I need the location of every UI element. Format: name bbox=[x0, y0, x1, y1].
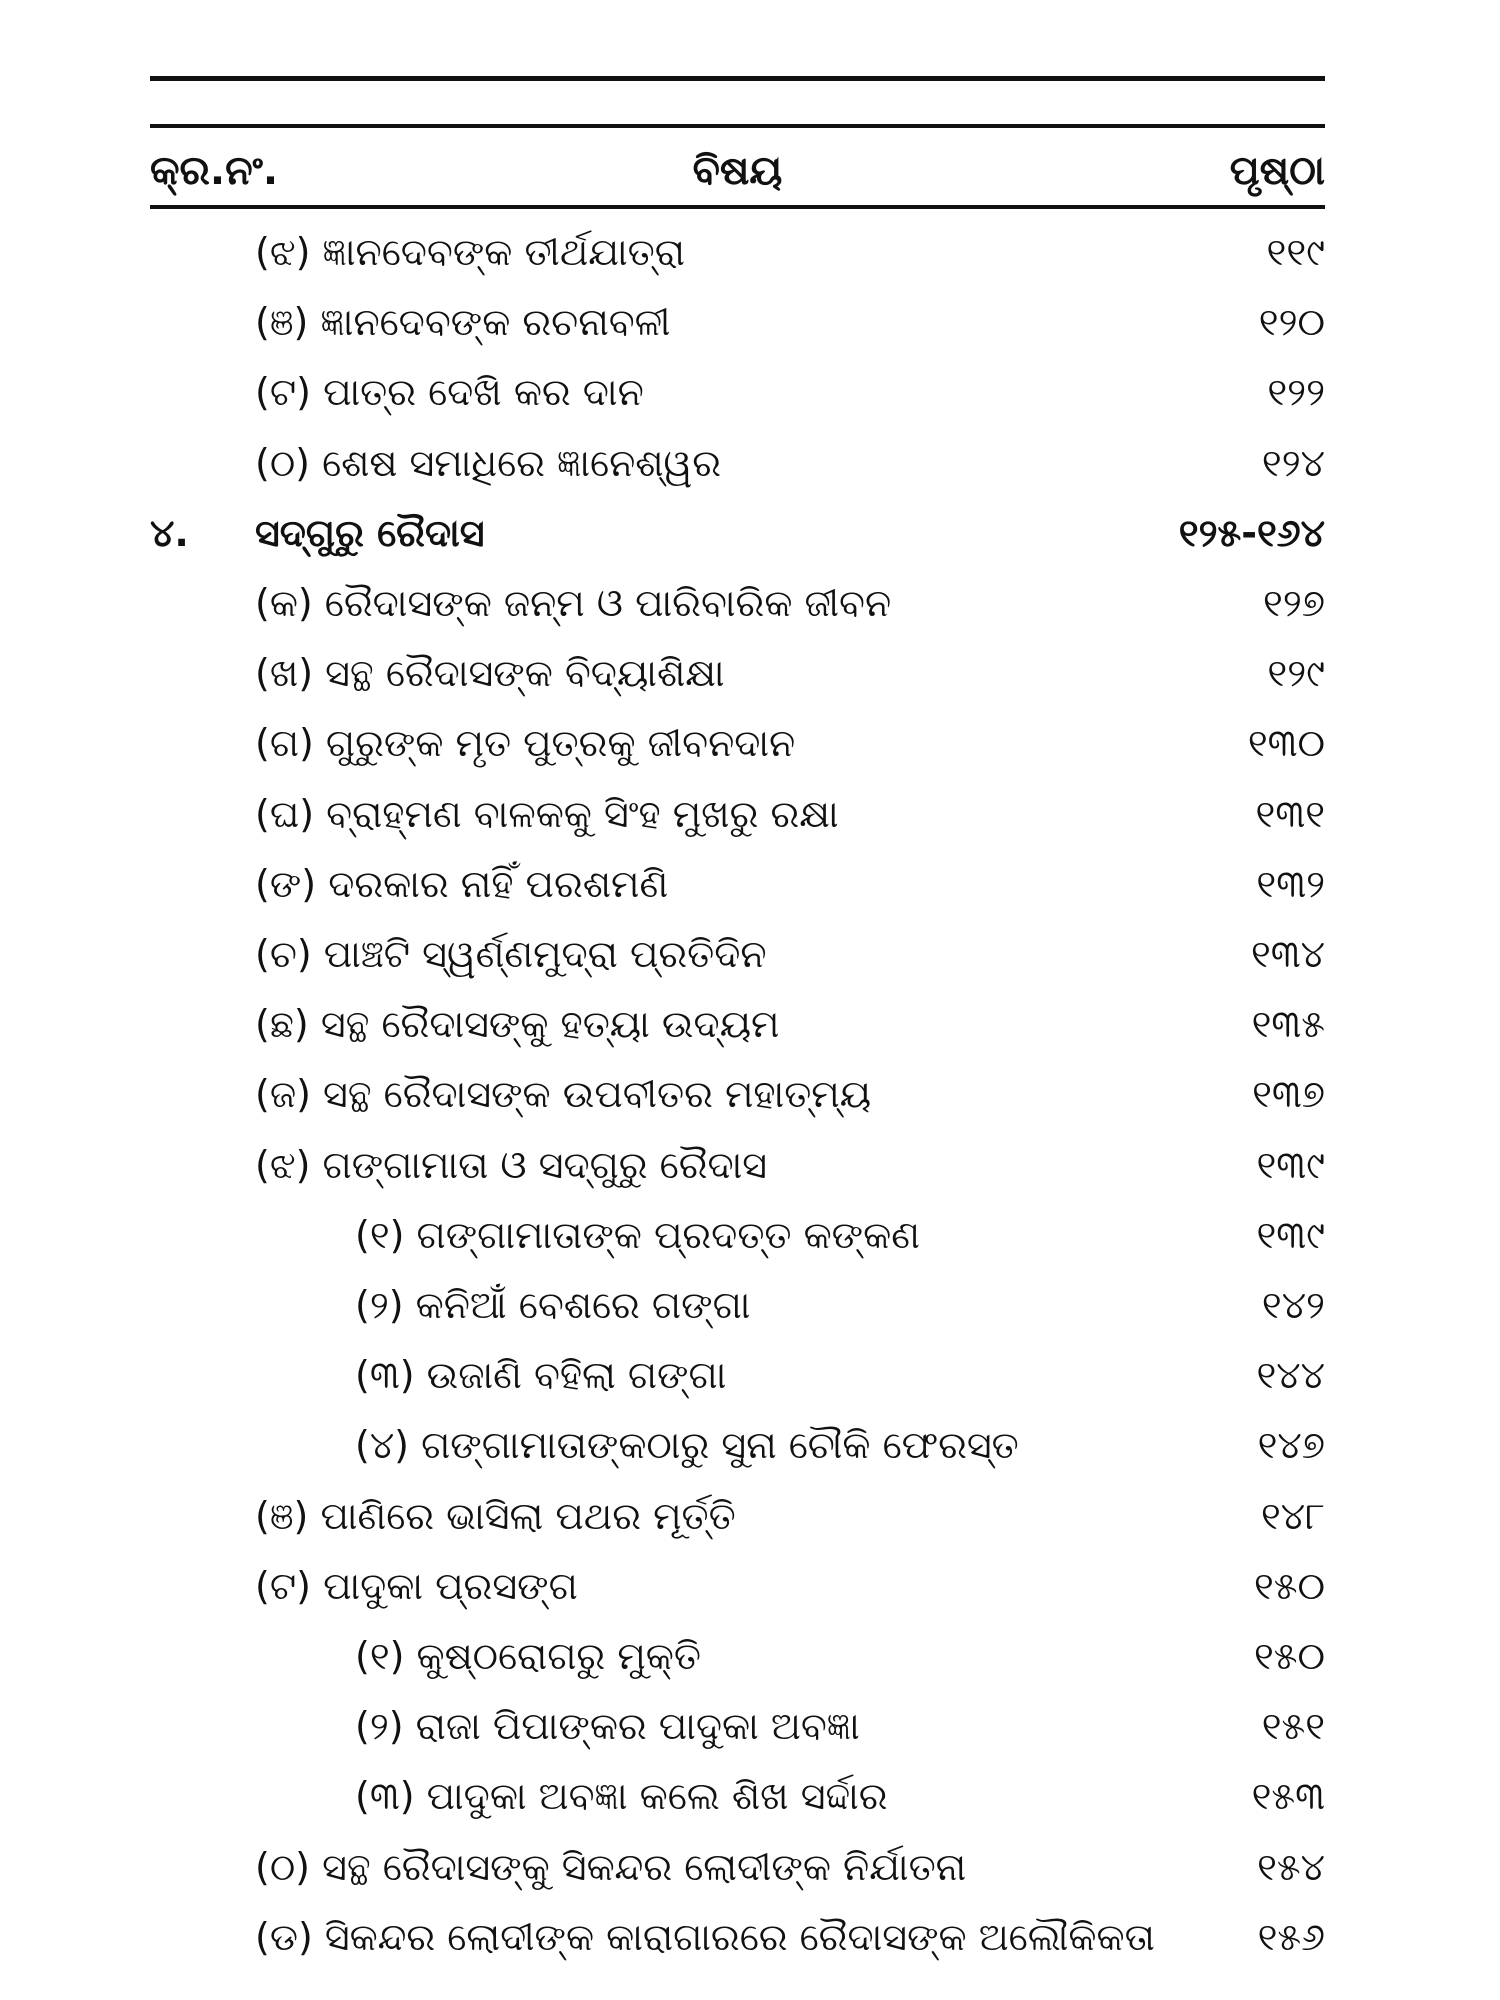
toc-section-row bbox=[0, 569, 1500, 639]
toc-section-row bbox=[0, 1060, 1500, 1130]
entry-page-number: ୧୫୩ bbox=[1251, 1774, 1325, 1819]
entry-page-number: ୧୨୫-୧୬୪ bbox=[1178, 510, 1325, 555]
entry-page-number: ୧୫୬ bbox=[1257, 1914, 1325, 1959]
toc-chapter-row bbox=[0, 499, 1500, 569]
entry-page-number: ୧୨୯ bbox=[1267, 651, 1325, 696]
entry-page-number: ୧୨୪ bbox=[1261, 440, 1325, 485]
entry-title: (ଝ) ଜ୍ଞାନଦେବଙ୍କ ତୀର୍ଥଯାତ୍ରା bbox=[255, 230, 685, 274]
entry-title: (୧) କୁଷ୍ଠରୋଗରୁ ମୁକ୍ତି bbox=[355, 1634, 701, 1678]
entry-title: (କ) ରୈଦାସଙ୍କ ଜନ୍ମ ଓ ପାରିବାରିକ ଜୀବନ bbox=[255, 581, 892, 625]
toc-section-row bbox=[0, 639, 1500, 709]
toc-section-row bbox=[0, 1482, 1500, 1552]
entry-title: (୧) ଗଙ୍ଗାମାତାଙ୍କ ପ୍ରଦତ୍ତ କଙ୍କଣ bbox=[355, 1212, 920, 1257]
toc-subsection-row bbox=[0, 1411, 1500, 1481]
entry-page-number: ୧୫୪ bbox=[1257, 1844, 1325, 1889]
entry-title: (ଙ) ଦରକାର ନାହିଁ ପରଶମଣି bbox=[255, 861, 669, 906]
toc-section-row bbox=[0, 780, 1500, 850]
toc-section-row bbox=[0, 709, 1500, 779]
entry-page-number: ୧୪୪ bbox=[1256, 1353, 1325, 1398]
toc-subsection-row bbox=[0, 1341, 1500, 1411]
toc-subsection-row bbox=[0, 1271, 1500, 1341]
entry-title: (ଟ) ପାତ୍ର ଦେଖି କର ଦାନ bbox=[255, 370, 644, 415]
entry-title: (ଝ) ଗଙ୍ଗାମାତା ଓ ସଦ୍‌ଗୁରୁ ରୈଦାସ bbox=[255, 1142, 768, 1187]
entry-page-number: ୧୩୦ bbox=[1247, 721, 1325, 766]
entry-title: (ଠ) ଶେଷ ସମାଧିରେ ଜ୍ଞାନେଶ୍ୱର bbox=[255, 440, 722, 485]
entry-page-number: ୧୫୦ bbox=[1253, 1634, 1325, 1678]
entry-title: (ଟ) ପାଦୁକା ପ୍ରସଙ୍ଗ bbox=[255, 1563, 578, 1608]
toc-section-row bbox=[0, 850, 1500, 920]
toc-subsection-row bbox=[0, 1201, 1500, 1271]
page-heading: ପୃଷ୍ଠା bbox=[1229, 148, 1325, 194]
toc-section-row bbox=[0, 358, 1500, 428]
entry-page-number: ୧୫୦ bbox=[1253, 1563, 1325, 1608]
entry-title: (ଡ) ସିକନ୍ଦର ଲୋଦୀଙ୍କ କାରାଗାରରେ ରୈଦାସଙ୍କ ଅଲୌକିକତା bbox=[255, 1914, 1155, 1959]
entry-title: (୪) ଗଙ୍ଗାମାତାଙ୍କଠାରୁ ସୁନା ଚୌକି ଫେରସ୍ତ bbox=[355, 1423, 1019, 1468]
toc-section-row bbox=[0, 1833, 1500, 1903]
entry-title: (ଛ) ସନ୍ଥ ରୈଦାସଙ୍କୁ ହତ୍ୟା ଉଦ୍ୟମ bbox=[255, 1002, 780, 1047]
entry-title: (୩) ପାଦୁକା ଅବଜ୍ଞା କଲେ ଶିଖ ସର୍ଦ୍ଦାର bbox=[355, 1774, 888, 1819]
entry-page-number: ୧୩୭ bbox=[1252, 1072, 1325, 1117]
entry-page-number: ୧୪୨ bbox=[1261, 1283, 1325, 1327]
toc-subsection-row bbox=[0, 1692, 1500, 1762]
entry-page-number: ୧୫୧ bbox=[1261, 1704, 1325, 1749]
entry-title: (ଜ) ସନ୍ଥ ରୈଦାସଙ୍କ ଉପବୀତର ମହାତ୍ମ୍ୟ bbox=[255, 1072, 872, 1117]
entry-page-number: ୧୧୯ bbox=[1266, 230, 1325, 274]
toc-section-row bbox=[0, 288, 1500, 358]
entry-page-number: ୧୩୯ bbox=[1256, 1142, 1325, 1187]
chapter-number: ୪. bbox=[150, 510, 189, 555]
entry-page-number: ୧୨୭ bbox=[1263, 581, 1325, 625]
entry-title: (ଘ) ବ୍ରାହ୍ମଣ ବାଳକକୁ ସିଂହ ମୁଖରୁ ରକ୍ଷା bbox=[255, 791, 839, 836]
entry-title: ସଦ୍‌ଗୁରୁ ରୈଦାସ bbox=[255, 510, 485, 555]
entry-title: (ଠ) ସନ୍ଥ ରୈଦାସଙ୍କୁ ସିକନ୍ଦର ଲୋଦୀଙ୍କ ନିର୍ଯାତନା bbox=[255, 1844, 967, 1889]
entry-title: (୨) କନିଆଁ ବେଶରେ ଗଙ୍ଗା bbox=[355, 1283, 751, 1327]
entry-title: (୨) ରାଜା ପିପାଙ୍କର ପାଦୁକା ଅବଜ୍ଞା bbox=[355, 1704, 860, 1749]
entry-page-number: ୧୩୯ bbox=[1256, 1212, 1325, 1257]
toc-section-row bbox=[0, 1131, 1500, 1201]
header-bottom-rule bbox=[150, 205, 1325, 209]
entry-page-number: ୧୩୨ bbox=[1256, 861, 1325, 906]
toc-section-row bbox=[0, 920, 1500, 990]
toc-section-row bbox=[0, 218, 1500, 288]
entry-page-number: ୧୪୭ bbox=[1257, 1423, 1325, 1468]
toc-subsection-row bbox=[0, 1622, 1500, 1692]
top-rule bbox=[150, 76, 1325, 81]
toc-section-row bbox=[0, 1903, 1500, 1973]
entry-page-number: ୧୪୮ bbox=[1261, 1493, 1325, 1538]
toc-section-row bbox=[0, 1552, 1500, 1622]
toc-header bbox=[150, 138, 1325, 202]
entry-page-number: ୧୩୧ bbox=[1255, 791, 1325, 836]
entry-title: (ଞ) ଜ୍ଞାନଦେବଙ୍କ ରଚନାବଳୀ bbox=[255, 300, 671, 345]
entry-page-number: ୧୨୦ bbox=[1258, 300, 1325, 345]
entry-page-number: ୧୩୫ bbox=[1251, 1002, 1325, 1047]
serial-number-heading: କ୍ର.ନଂ. bbox=[150, 148, 279, 194]
toc-subsection-row bbox=[0, 1762, 1500, 1832]
entry-title: (୩) ଉଜାଣି ବହିଲା ଗଙ୍ଗା bbox=[355, 1353, 727, 1398]
entry-title: (ଞ) ପାଣିରେ ଭାସିଲା ପଥର ମୂର୍ତ୍ତି bbox=[255, 1493, 736, 1538]
entry-title: (ଚ) ପାଞ୍ଚଟି ସ୍ୱର୍ଣ୍ଣମୁଦ୍ରା ପ୍ରତିଦିନ bbox=[255, 932, 767, 976]
entry-page-number: ୧୨୨ bbox=[1267, 370, 1325, 415]
subject-heading: ବିଷୟ bbox=[692, 148, 783, 194]
toc-section-row bbox=[0, 429, 1500, 499]
toc-section-row bbox=[0, 990, 1500, 1060]
header-top-rule bbox=[150, 124, 1325, 128]
entry-title: (ଗ) ଗୁରୁଙ୍କ ମୃତ ପୁତ୍ରକୁ ଜୀବନଦାନ bbox=[255, 721, 796, 766]
entry-title: (ଖ) ସନ୍ଥ ରୈଦାସଙ୍କ ବିଦ୍ୟାଶିକ୍ଷା bbox=[255, 651, 725, 696]
entry-page-number: ୧୩୪ bbox=[1250, 932, 1325, 976]
